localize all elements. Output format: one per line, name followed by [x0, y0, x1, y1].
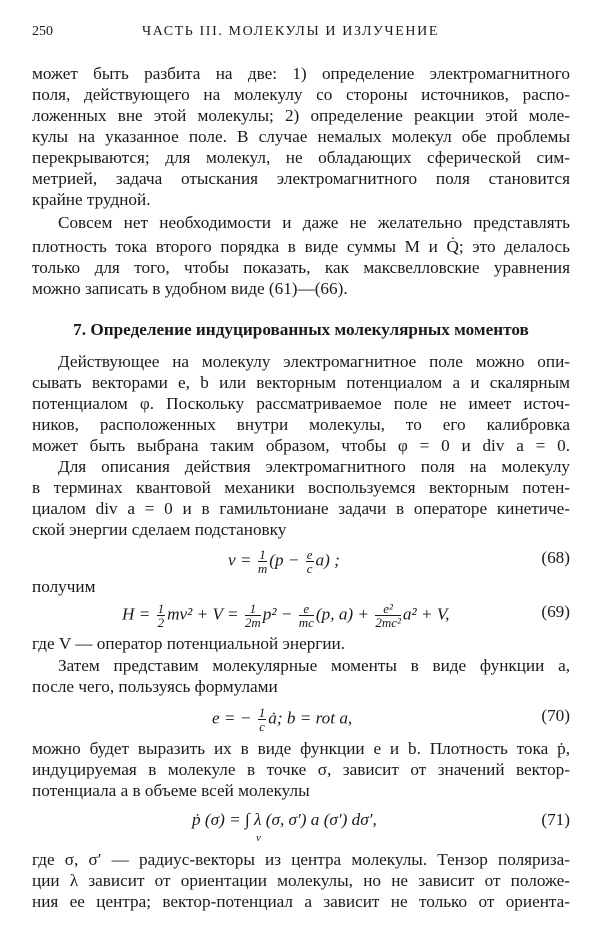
- eq71-integral-subscript: v: [256, 832, 261, 844]
- text-line: перекрываются; для молекул, не обладающих сферической сим-: [32, 148, 570, 167]
- text-line: сывать векторами e, b или векторным потенциалом a и скалярным: [32, 373, 570, 392]
- text-line: Совсем нет необходимости и даже не желательно представлять: [58, 213, 570, 232]
- equation-71: [32, 806, 570, 842]
- text-line: метрией, задача отыскания электромагнитного поля становится: [32, 169, 570, 188]
- text-line: можно записать в удобном виде (61)—(66).: [32, 279, 348, 298]
- text-line: получим: [32, 577, 96, 596]
- text-line: можно будет выразить их в виде функции e и b. Плотность тока ṗ,: [32, 739, 570, 758]
- text-line: в терминах квантовой механики воспользуемся векторным потен-: [32, 478, 570, 497]
- text-line: циалом div a = 0 и в гамильтониане задачи в операторе кинетиче-: [32, 499, 570, 518]
- eq68-lhs: v =: [228, 550, 256, 570]
- equation-68: [32, 540, 570, 574]
- page-number: 250: [32, 24, 53, 39]
- text-line: где V — оператор потенциальной энергии.: [32, 634, 346, 653]
- text-line: Затем представим молекулярные моменты в виде функции a,: [58, 656, 570, 675]
- text-line: индуцируемая в молекуле в точке σ, зависит от значений вектор-: [32, 760, 570, 779]
- equation-number: (71): [541, 810, 570, 829]
- eq71-expr: ṗ (σ) = ∫ λ (σ, σ′) a (σ′) dσ′,: [192, 810, 377, 829]
- text-line: где σ, σ′ — радиус-векторы из центра молекулы. Тензор поляриза-: [32, 850, 570, 869]
- eq68-fraction: $\frac{1}{m}$: [257, 547, 268, 576]
- text-line: может быть разбита на две: 1) определение электромагнитного: [32, 64, 570, 83]
- equation-number: (68): [541, 548, 570, 567]
- equation-70: e = − $\frac{1}{c}$ ȧ; b = rot a, (70): [212, 705, 570, 734]
- text-line: может быть выбрана таким образом, чтобы φ = 0 и div a = 0.: [32, 436, 570, 455]
- text-line: потенциалом φ. Поскольку рассматриваемое поле не имеет источ-: [32, 394, 570, 413]
- eq68-mid: (p −: [269, 550, 304, 570]
- text-line: только для того, чтобы показать, как максвелловские уравнения: [32, 258, 570, 277]
- section-heading: 7. Определение индуцированных молекулярных моментов: [73, 320, 529, 339]
- text-line: Для описания действия электромагнитного поля на молекулу: [58, 457, 570, 476]
- text-line: плотность тока второго порядка в виде суммы M и Q̇; это делалось: [32, 237, 570, 256]
- text-line: после чего, пользуясь формулами: [32, 677, 278, 696]
- text-line: ния ее центра; вектор-потенциал a зависит не только от ориента-: [32, 892, 570, 911]
- text-line: ции λ зависит от ориентации молекулы, но не зависит от положе-: [32, 871, 570, 890]
- text-line: ников, расположенных внутри молекулы, то его калибровка: [32, 415, 570, 434]
- equation-69: H = $\frac{1}{2}$ mv² + V = $\frac{1}{2m}$ p² − $\frac{e}{mc}$ (p, a) + $\frac{\text{e²}}{\text{2mc²}}$ a² + V, (69): [122, 601, 570, 630]
- text-line: ложенных вне этой молекулы; 2) определение реакции этой моле-: [32, 106, 570, 125]
- text-line: ской энергии сделаем подстановку: [32, 520, 287, 539]
- text-line: поля, действующего на молекулу со стороны источников, распо-: [32, 85, 570, 104]
- eq68-tail: a) ;: [315, 550, 340, 570]
- equation-number: (69): [541, 602, 570, 621]
- running-title: ЧАСТЬ III. МОЛЕКУЛЫ И ИЗЛУЧЕНИЕ: [142, 24, 439, 39]
- text-line: потенциала a в объеме всей молекулы: [32, 781, 310, 800]
- text-line: крайне трудной.: [32, 190, 151, 209]
- text-line: Действующее на молекулу электромагнитное поле можно опи-: [58, 352, 570, 371]
- text-line: кулы на указанное поле. В случае немалых молекул обе проблемы: [32, 127, 570, 146]
- equation-number: (70): [541, 706, 570, 725]
- eq68-fraction2: $\frac{e}{c}$: [306, 547, 313, 576]
